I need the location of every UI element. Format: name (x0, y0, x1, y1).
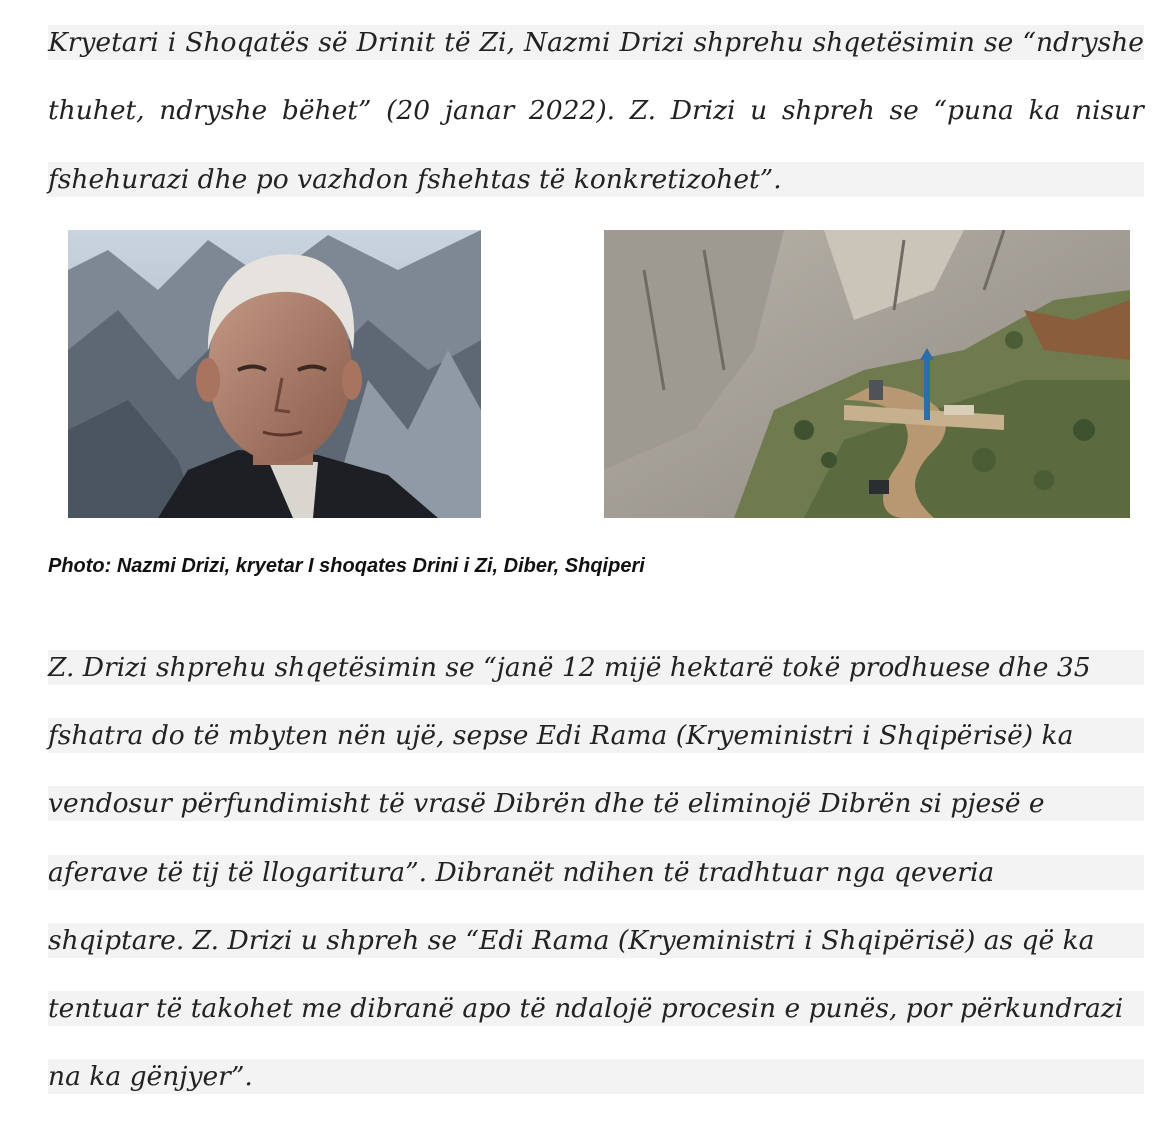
word: janar (444, 95, 515, 126)
word: bëhet” (281, 95, 372, 126)
photo-caption: Photo: Nazmi Drizi, kryetar I shoqates Drini i Zi, Diber, Shqiperi (48, 555, 645, 577)
word: shpreh (781, 95, 875, 126)
paragraph-2-line-6: tentuar të takohet me dibranë apo të ndalojë procesin e punës, por përkundrazi (48, 991, 1144, 1026)
word: Zi, (479, 27, 515, 58)
paragraph-1-line-2 (48, 93, 1144, 128)
word: i (167, 27, 177, 58)
paragraph-2-line-4: aferave të tij të llogaritura”. Dibranët ndihen të tradhtuar nga qeveria (48, 855, 1144, 890)
word: (20 (386, 95, 431, 126)
word: Z. (629, 95, 657, 126)
paragraph-1-line-3: fshehurazi dhe po vazhdon fshehtas të konkretizohet”. (48, 162, 1144, 197)
word: “ndryshe (1022, 27, 1144, 58)
word: së (318, 27, 348, 58)
word: ka (1028, 95, 1061, 126)
paragraph-1-line-1 (48, 25, 1144, 60)
word: Nazmi (523, 27, 611, 58)
word: thuhet, (48, 95, 145, 126)
word: Shoqatës (185, 27, 310, 58)
word: se (984, 27, 1014, 58)
word: shqetësimin (812, 27, 975, 58)
word: ndryshe (159, 95, 268, 126)
paragraph-2-line-3: vendosur përfundimisht të vrasë Dibrën dhe të eliminojë Dibrën si pjesë e (48, 786, 1144, 821)
portrait-photo (68, 230, 481, 518)
paragraph-2-line-2: fshatra do të mbyten nën ujë, sepse Edi Rama (Kryeministri i Shqipërisë) ka (48, 718, 1144, 753)
paragraph-2-line-7: na ka gënjyer”. (48, 1059, 1144, 1094)
paragraph-2-line-5: shqiptare. Z. Drizi u shpreh se “Edi Rama (Kryeministri i Shqipërisë) as që ka (48, 923, 1144, 958)
word: Drizi (670, 95, 736, 126)
word: Kryetari (48, 27, 159, 58)
word: se (889, 95, 919, 126)
word: Drizi (619, 27, 685, 58)
word: u (750, 95, 768, 126)
construction-site-photo (604, 230, 1130, 518)
paragraph-2-line-1: Z. Drizi shprehu shqetësimin se “janë 12 mijë hektarë tokë prodhuese dhe 35 (48, 650, 1144, 685)
word: të (444, 27, 471, 58)
word: 2022). (528, 95, 616, 126)
word: Drinit (356, 27, 436, 58)
word: nisur (1074, 95, 1144, 126)
word: “puna (933, 95, 1014, 126)
word: shprehu (693, 27, 804, 58)
